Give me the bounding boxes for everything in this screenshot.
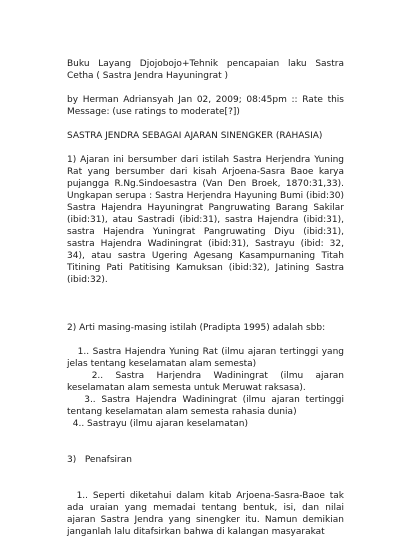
list-item: 4.. Sastrayu (ilmu ajaran keselamatan)	[67, 419, 248, 429]
list-item: 2.. Sastra Harjendra Wadiningrat (ilmu ajaran keselamatan alam semesta untuk Meruwat raksasa).	[67, 371, 347, 393]
list-item: 3.. Sastra Hajendra Wadiningrat (ilmu ajaran tertinggi tentang keselamatan alam semesta rahasia dunia)	[67, 395, 347, 417]
paragraph-1: 1) Ajaran ini bersumber dari istilah Sastra Herjendra Yuning Rat yang bersumber dari kisah Arjoena-Sasra Baoe karya pujangga R.Ng.Sindoesastra (Van Den Broek, 1870:31,33). Ungkapan serupa : Sastra Herjendra Hayuning Bumi (ibid:30) Sastra Hajendra Hayuningrat Pangruwating Barang Sakilar (ibid:31), atau Sastradi (ibid:31), sastra Hajendra (ibid:31), sastra Hajendra Yuningrat Pangruwating Diyu (ibid:31), sastra Hajendra Wadiningrat (ibid:31), Sastrayu (ibid: 32, 34), atau sastra Ugering Agesang Kasampurnaning Titah Titining Pati Patitising Kamuksan (ibid:32), Jatining Sastra (ibid:32).	[67, 155, 344, 285]
paragraph-3: 3) Penafsiran	[67, 455, 132, 465]
document-title: Buku Layang Djojobojo+Tehnik pencapaian laku Sastra Cetha ( Sastra Jendra Hayuningrat )	[67, 59, 344, 81]
document-body	[67, 58, 347, 538]
spacer	[67, 430, 344, 454]
spacer	[67, 286, 344, 322]
list-item: 1.. Sastra Hajendra Yuning Rat (ilmu ajaran tertinggi yang jelas tentang keselamatan alam semesta)	[67, 347, 347, 369]
spacer	[67, 466, 344, 490]
section-title: SASTRA JENDRA SEBAGAI AJARAN SINENGKER (RAHASIA)	[67, 131, 323, 141]
paragraph-2: 2) Arti masing-masing istilah (Pradipta 1995) adalah sbb:	[67, 323, 326, 333]
post-meta: by Herman Adriansyah Jan 02, 2009; 08:45pm :: Rate this Message: (use ratings to moderate[?])	[67, 95, 344, 117]
spacer	[67, 334, 344, 346]
paragraph-4: 1.. Seperti diketahui dalam kitab Arjoena-Sasra-Baoe tak ada uraian yang memadai tentang bentuk, isi, dan nilai ajaran Sastra Jendra yang sinengker itu. Namun demikian janganlah lalu ditafsirkan bahwa di kalangan masyarakat	[67, 491, 347, 537]
